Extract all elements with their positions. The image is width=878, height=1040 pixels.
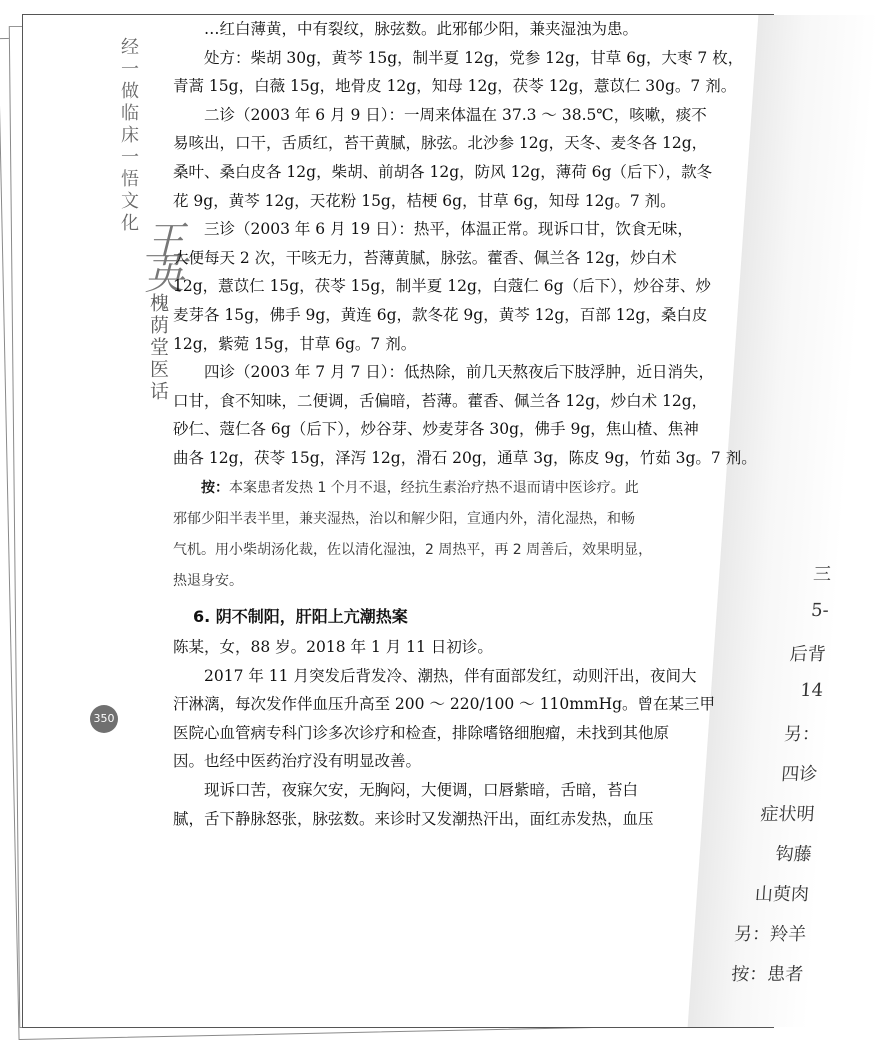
commentary-line: 热退身安。: [173, 572, 243, 589]
text-line: 2017 年 11 月突发后背发冷、潮热，伴有面部发红，动则汗出，夜间大: [204, 666, 697, 685]
commentary-label: 按：: [201, 479, 229, 496]
text-line: 易咳出，口干，舌质红，苔干黄腻，脉弦。北沙参 12g，天冬、麦冬各 12g，: [173, 134, 708, 153]
facing-page-fragment: 钩藤: [774, 844, 813, 865]
text-line: 医院心血管病专科门诊多次诊疗和检查，排除嗜铬细胞瘤，未找到其他原: [173, 723, 670, 742]
section-heading: 6. 阴不制阳，肝阳上亢潮热案: [193, 606, 408, 626]
text-line: 青蒿 15g，白薇 15g，地骨皮 12g，知母 12g，茯苓 12g，薏苡仁 30g。7 剂。: [173, 77, 737, 96]
text-line: 因。也经中医药治疗没有明显改善。: [173, 752, 422, 771]
book-title: 槐荫堂医话: [147, 293, 169, 403]
facing-page-fragment: 后背: [788, 644, 827, 665]
text-line: 处方：柴胡 30g，黄芩 15g，制半夏 12g，党参 12g，甘草 6g，大枣 7 枚，: [204, 48, 744, 67]
facing-page-fragment: 症状明: [759, 804, 816, 825]
facing-page-fragment: 三: [812, 564, 832, 585]
text-line: 大便每天 2 次，干咳无力，苔薄黄腻，脉弦。藿香、佩兰各 12g，炒白术: [173, 248, 677, 267]
text-line: 汗淋漓，每次发作伴血压升高至 200 ～ 220/100 ～ 110mmHg。曾在某三甲: [173, 695, 716, 714]
text-line: 12g，薏苡仁 15g，茯苓 15g，制半夏 12g，白蔻仁 6g（后下），炒谷芽、炒: [173, 277, 711, 296]
page-body: [173, 15, 773, 833]
facing-page-fragment: 山萸肉: [754, 884, 810, 905]
text-line: 12g，紫菀 15g，甘草 6g。7 剂。: [173, 334, 417, 353]
page-number: 350: [90, 705, 118, 733]
facing-page-fragment: 另：羚羊: [733, 924, 807, 945]
text-line: 口甘，食不知味，二便调，舌偏暗，苔薄。藿香、佩兰各 12g，炒白术 12g，: [173, 391, 708, 410]
text-line: 砂仁、蔻仁各 6g（后下），炒谷芽、炒麦芽各 30g，佛手 9g，焦山楂、焦神: [173, 420, 699, 439]
commentary-line: 气机。用小柴胡汤化裁，佐以清化湿浊，2 周热平，再 2 周善后，效果明显，: [173, 541, 653, 558]
text-line: 陈某，女，88 岁。2018 年 1 月 11 日初诊。: [173, 638, 493, 657]
text-line: 二诊（2003 年 6 月 9 日）：一周来体温在 37.3 ～ 38.5℃，咳嗽，痰不: [204, 105, 707, 124]
text-line: 桑叶、桑白皮各 12g，柴胡、前胡各 12g，防风 12g，薄荷 6g（后下），款冬: [173, 162, 713, 181]
commentary-paragraph: [173, 473, 773, 597]
page-sidebar: [93, 25, 184, 425]
facing-page-fragment: 另：: [783, 724, 821, 745]
book-page: [22, 14, 832, 1028]
facing-page-fragment: 四诊: [780, 764, 819, 785]
author-calligraphy: 王英: [138, 220, 184, 288]
text-line: 腻，舌下静脉怒张，脉弦数。来诊时又发潮热汗出，面红赤发热，血压: [173, 809, 654, 828]
text-line: …红白薄黄，中有裂纹，脉弦数。此邪郁少阳，兼夹湿浊为患。: [204, 20, 639, 38]
case-text-block-2: [173, 633, 773, 833]
facing-page-fragment: 5-: [810, 600, 830, 621]
series-title: 经一做临床一悟文化: [118, 37, 139, 235]
case-text-block: [173, 15, 773, 473]
facing-page-fragment: 14: [799, 680, 824, 701]
text-line: 花 9g，黄芩 12g，天花粉 15g，桔梗 6g，甘草 6g，知母 12g。7 剂。: [173, 191, 676, 210]
commentary-line: 本案患者发热 1 个月不退，经抗生素治疗热不退而请中医诊疗。此: [229, 479, 639, 496]
text-line: 麦芽各 15g，佛手 9g，黄连 6g，款冬花 9g，黄芩 12g，百部 12g，桑白皮: [173, 305, 708, 324]
text-line: 四诊（2003 年 7 月 7 日）：低热除，前几天熬夜后下肢浮肿，近日消失，: [204, 363, 715, 382]
text-line: 曲各 12g，茯苓 15g，泽泻 12g，滑石 20g，通草 3g，陈皮 9g，竹茹 3g。7 剂。: [173, 448, 757, 467]
facing-page-fragment: 按：患者: [730, 964, 805, 985]
commentary-line: 邪郁少阳半表半里，兼夹湿热，治以和解少阳，宣通内外，清化湿热，和畅: [173, 510, 635, 527]
text-line: 三诊（2003 年 6 月 19 日）：热平，体温正常。现诉口甘，饮食无味，: [204, 220, 693, 239]
text-line: 现诉口苦，夜寐欠安，无胸闷，大便调，口唇紫暗，舌暗，苔白: [204, 781, 639, 800]
